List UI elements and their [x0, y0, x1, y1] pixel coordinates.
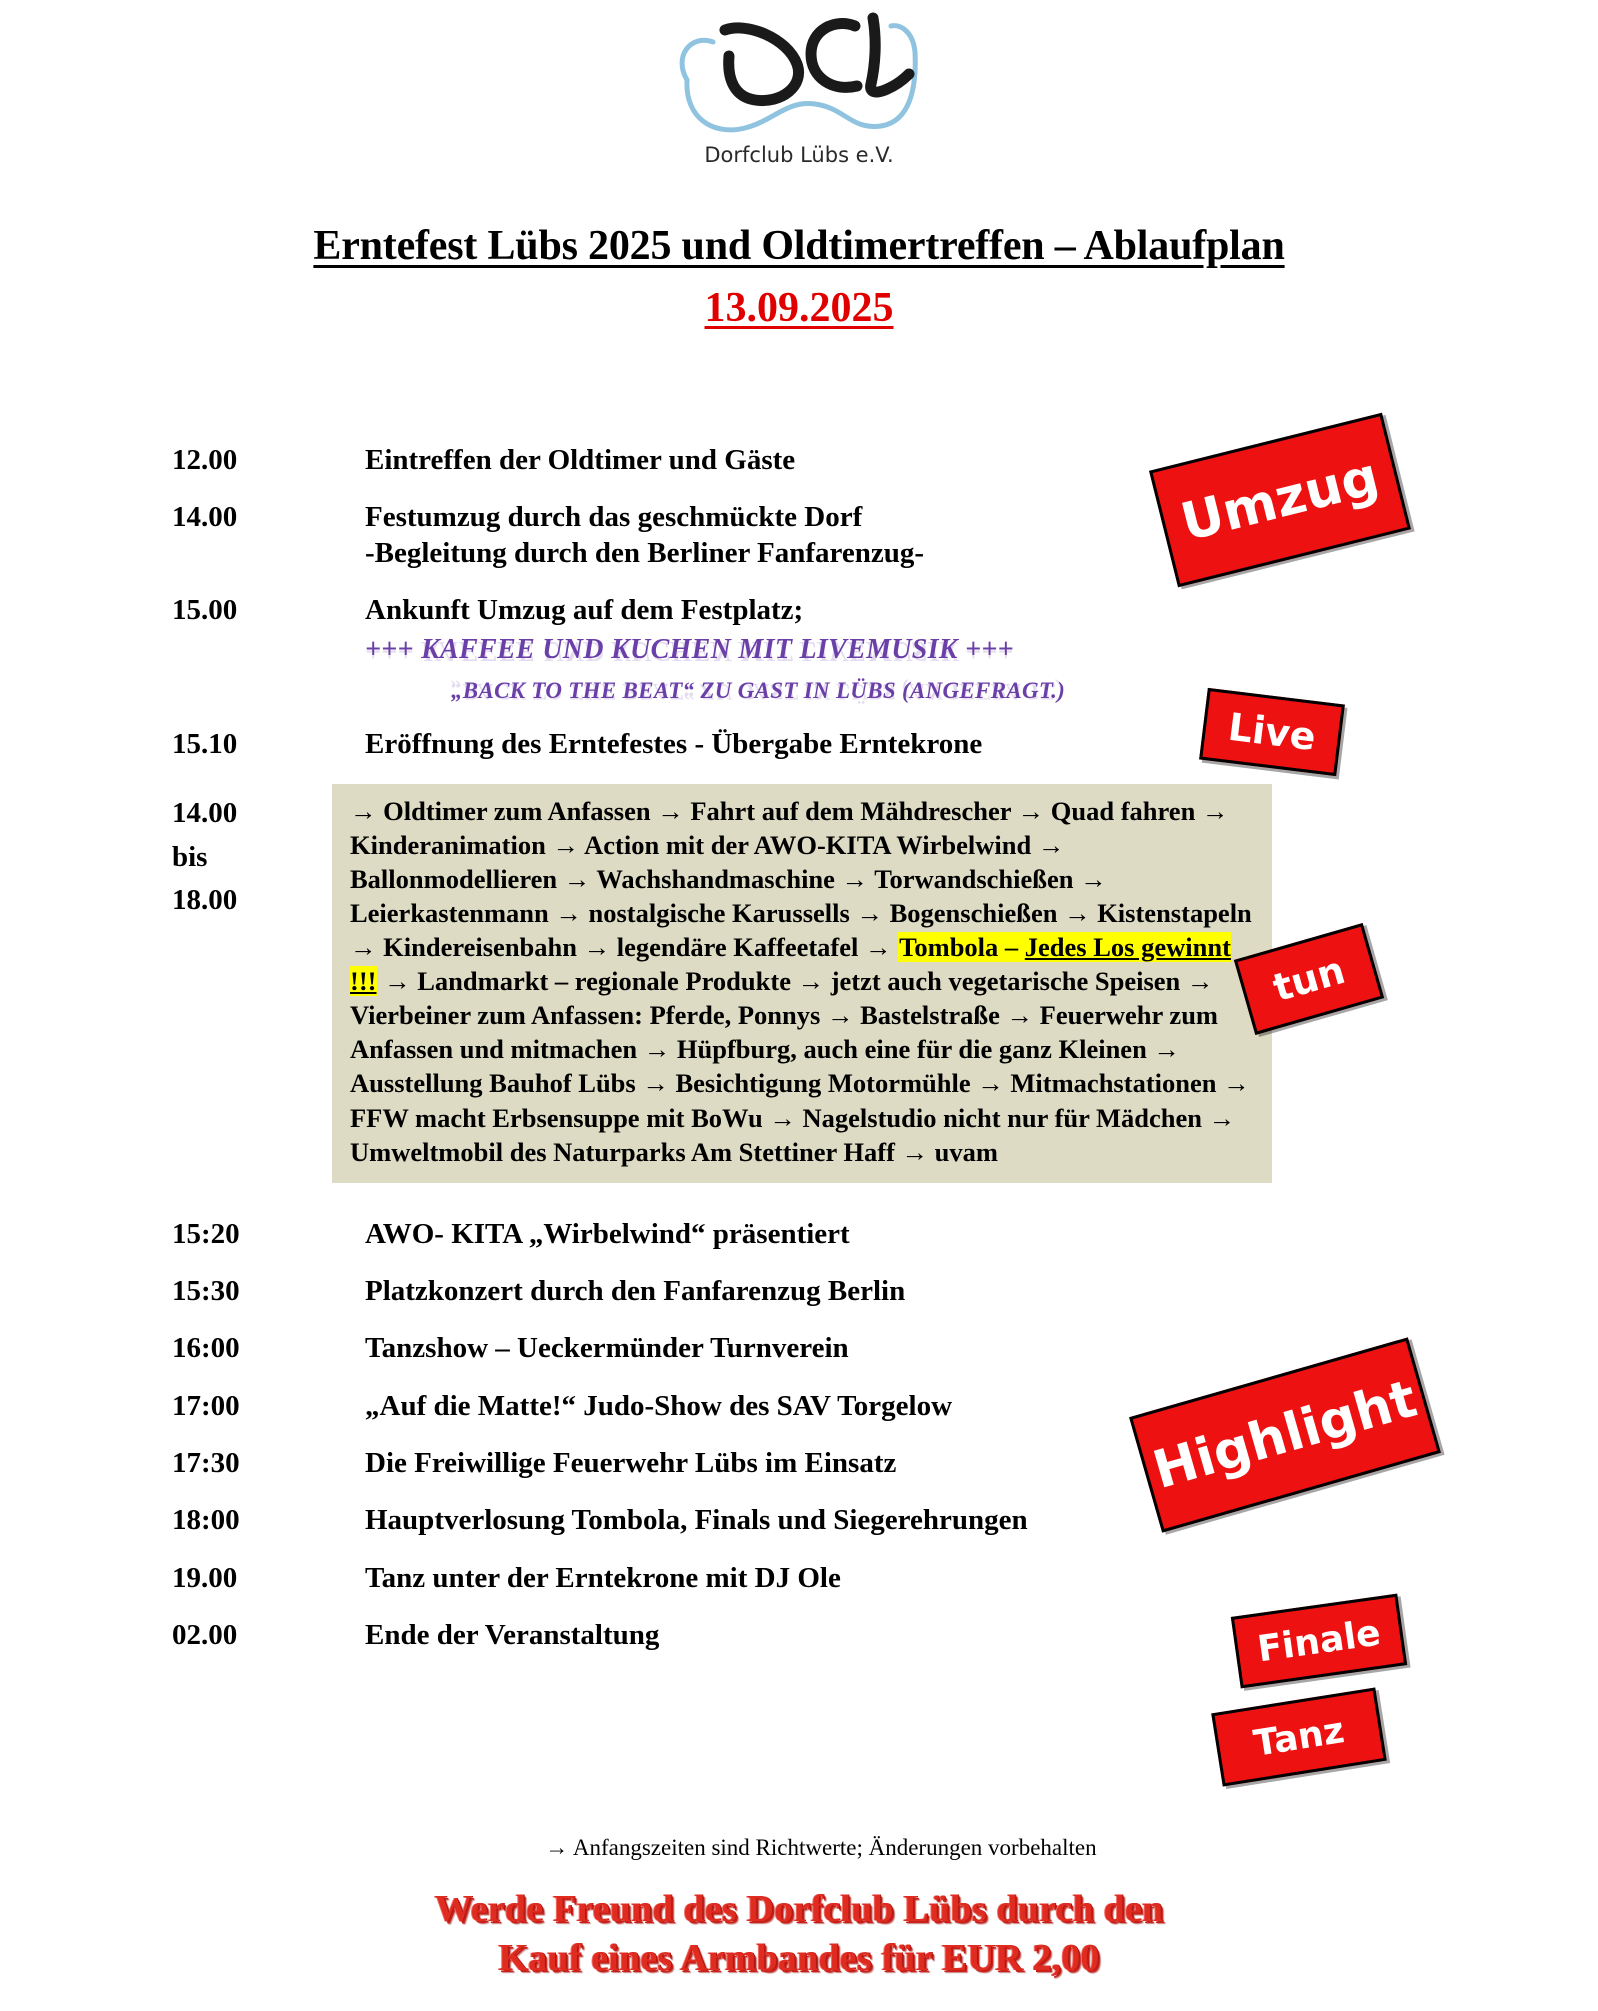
schedule-row: [172, 1331, 1452, 1366]
schedule-time: 19.00: [172, 1561, 238, 1594]
activity-time-start: 14.00: [172, 797, 238, 830]
activity-text-after: → Landmarkt – regionale Produkte → jetzt auch vegetarische Speisen → Vierbeiner zum Anfassen: Pferde, Ponnys → Bastelstraße → Feuerwehr zum Anfassen und mitmachen → Hüpfburg, auch eine für die ganz Kleinen → Ausstellung Bauhof Lübs → Besichtigung Motormühle → Mitmachstationen → FFW macht Erbsensuppe mit BoWu → Nagelstudio nicht nur für Mädchen → Umweltmobil des Naturparks Am Stettiner Haff → uvam: [350, 966, 1250, 1167]
schedule-time: 15:20: [172, 1217, 240, 1250]
schedule-description: Hauptverlosung Tombola, Finals und Siegerehrungen: [365, 1504, 1028, 1537]
badge-umzug: Umzug: [1149, 413, 1411, 587]
badge-tun: tun: [1234, 923, 1384, 1035]
schedule-time: 12.00: [172, 444, 238, 476]
title-block: [0, 222, 1598, 332]
schedule-row: [172, 1561, 1452, 1596]
schedule-time: 02.00: [172, 1619, 238, 1652]
schedule-description: AWO- KITA „Wirbelwind“ präsentiert: [365, 1217, 850, 1250]
promo-line-1: Werde Freund des Dorfclub Lübs durch den: [434, 1888, 1164, 1930]
dcl-logo-icon: [669, 8, 929, 178]
logo-caption: Dorfclub Lübs e.V.: [704, 143, 894, 167]
schedule-description: Eröffnung des Erntefestes - Übergabe Erntekrone: [365, 727, 983, 760]
schedule-description-main: Festumzug durch das geschmückte Dorf: [365, 501, 863, 534]
schedule-description: Tanz unter der Erntekrone mit DJ Ole: [365, 1561, 841, 1594]
schedule-description: Ende der Veranstaltung: [365, 1619, 660, 1652]
badge-finale: Finale: [1231, 1594, 1407, 1689]
badge-highlight: Highlight: [1129, 1337, 1441, 1532]
livemusic-band: „BACK TO THE BEAT“ ZU GAST IN LÜBS (ANGEFRAGT.) „BACK TO THE BEAT“ ZU GAST IN LÜBS (ANGEFRAGT.): [451, 677, 1452, 705]
livemusic-headline: +++ KAFFEE UND KUCHEN MIT LIVEMUSIK +++ +++ KAFFEE UND KUCHEN MIT LIVEMUSIK +++: [365, 633, 1452, 667]
schedule-description: Platzkonzert durch den Fanfarenzug Berlin: [365, 1274, 906, 1307]
membership-promo: [0, 1885, 1598, 1982]
schedule-description-main: Ankunft Umzug auf dem Festplatz;: [365, 594, 804, 627]
schedule-footnote: → Anfangszeiten sind Richtwerte; Änderungen vorbehalten: [545, 1835, 1097, 1860]
schedule-description: Die Freiwillige Feuerwehr Lübs im Einsatz: [365, 1447, 897, 1480]
schedule-time: 16:00: [172, 1332, 240, 1365]
schedule-time: 15.00: [172, 594, 238, 627]
activity-list-box: [332, 784, 1272, 1183]
schedule-row: [172, 1274, 1452, 1309]
tombola-label: Tombola –: [899, 932, 1025, 963]
schedule-row: [172, 593, 1452, 705]
schedule-row: [172, 1217, 1452, 1252]
schedule-time: 18:00: [172, 1504, 240, 1537]
activity-timespan: [172, 784, 332, 923]
activity-time-separator: bis: [172, 840, 208, 873]
club-logo: [0, 8, 1598, 183]
livemusic-block: [365, 633, 1452, 705]
schedule-time: 17:00: [172, 1389, 240, 1422]
schedule-description-sub: -Begleitung durch den Berliner Fanfarenzug-: [365, 536, 925, 569]
promo-line-2: Kauf eines Armbandes für EUR 2,00: [498, 1936, 1100, 1979]
schedule-description: Tanzshow – Ueckermünder Turnverein: [365, 1332, 849, 1365]
page-title: Erntefest Lübs 2025 und Oldtimertreffen – Ablaufplan: [313, 223, 1285, 269]
schedule-time: 14.00: [172, 501, 238, 534]
tombola-slogan: Jedes Los gewinnt !!!: [350, 932, 1231, 997]
schedule-time: 15.10: [172, 727, 238, 760]
event-date: 13.09.2025: [704, 285, 894, 331]
schedule-description: „Auf die Matte!“ Judo-Show des SAV Torgelow: [365, 1389, 953, 1422]
activity-text-before: → Oldtimer zum Anfassen → Fahrt auf dem Mähdrescher → Quad fahren → Kinderanimation → Action mit der AWO-KITA Wirbelwind → Ballonmodellieren → Wachshandmaschine → Torwandschießen → Leierkastenmann → nostalgische Karussells → Bogenschießen → Kistenstapeln → Kindereisenbahn → legendäre Kaffeetafel →: [350, 796, 1252, 963]
schedule-time: 15:30: [172, 1274, 240, 1307]
schedule-row: [172, 1503, 1452, 1538]
schedule-time: 17:30: [172, 1447, 240, 1480]
schedule-description: [365, 593, 1452, 705]
activity-time-end: 18.00: [172, 884, 238, 917]
badge-live: Live: [1199, 688, 1345, 776]
schedule-description: Eintreffen der Oldtimer und Gäste: [365, 444, 796, 476]
badge-tanz: Tanz: [1211, 1687, 1387, 1786]
